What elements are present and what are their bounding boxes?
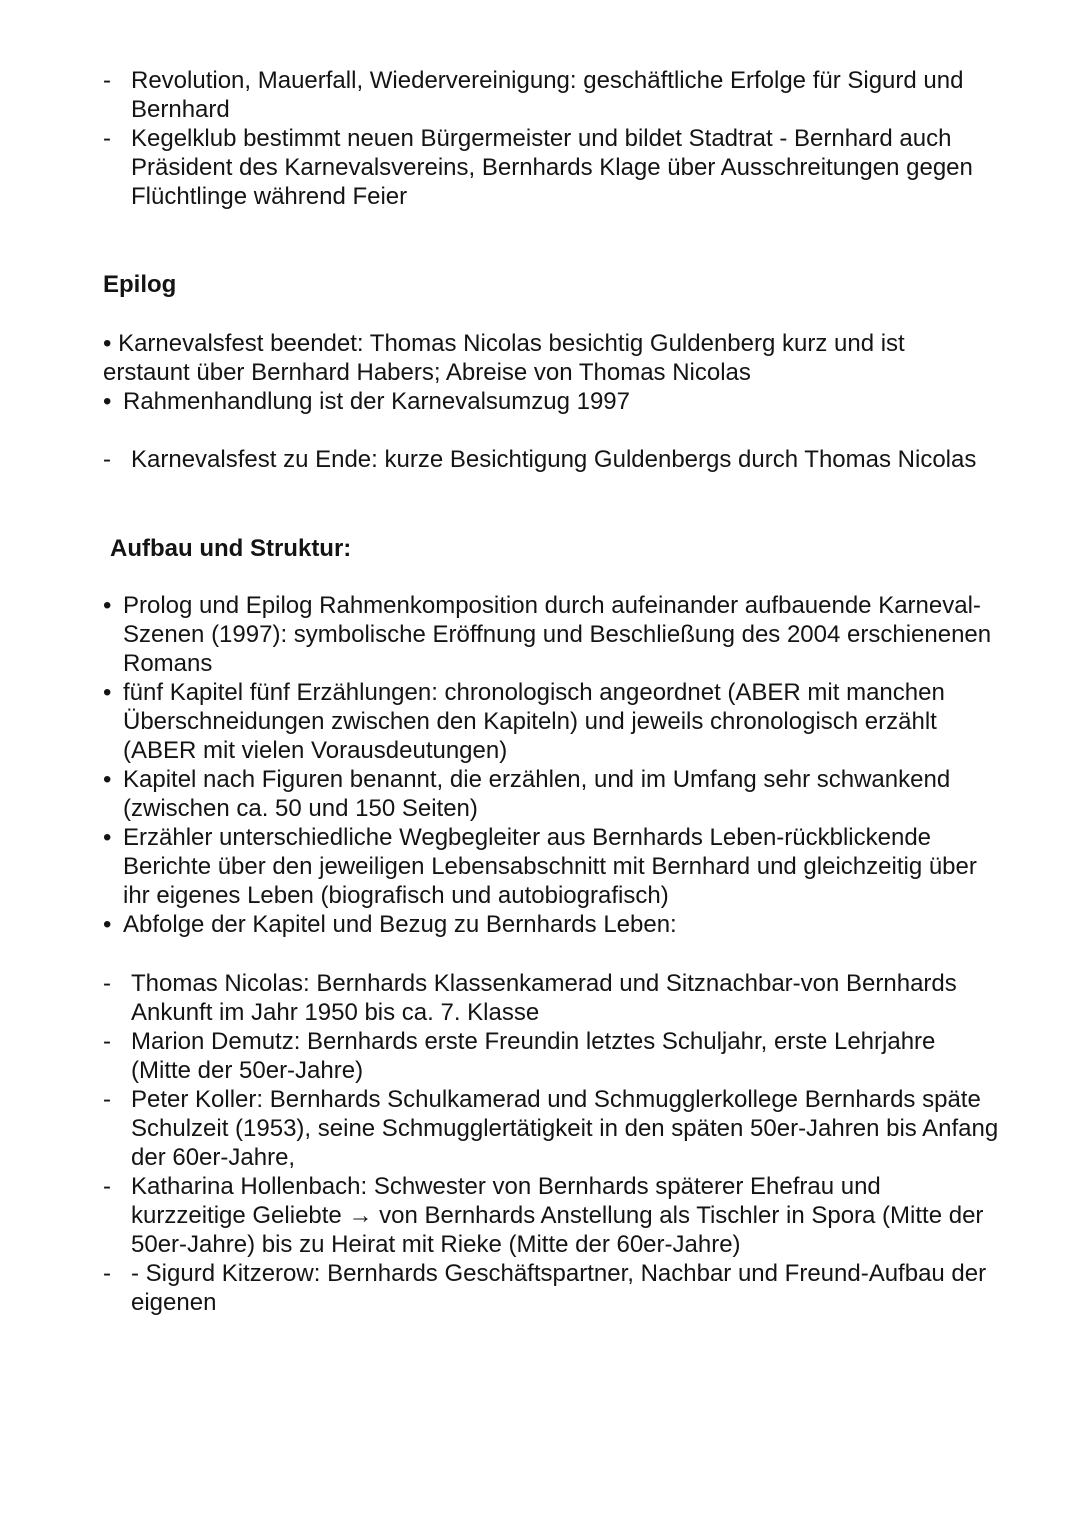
dash-marker: - <box>103 67 111 94</box>
bullet-marker: • <box>103 911 112 938</box>
dash-marker: - <box>103 970 111 997</box>
epilog-intro-text: • Karnevalsfest beendet: Thomas Nicolas besichtig Guldenberg kurz und ist erstaunt über Bernhard Habers; Abreise von Thomas Nicolas <box>103 330 905 386</box>
epilog-dash-list <box>0 445 1080 474</box>
aufbau-heading: Aufbau und Struktur: <box>110 535 352 562</box>
list-item <box>0 910 993 939</box>
bullet-marker: • <box>103 679 112 706</box>
bullet-marker: • <box>103 592 112 619</box>
list-item-text: Peter Koller: Bernhards Schulkamerad und Schmugglerkollege Bernhards späte Schulzeit (1953), seine Schmugglertätigkeit in den späten 50er-Jahren bis Anfang der 60er-Jahre, <box>131 1086 999 1171</box>
list-item-text: Marion Demutz: Bernhards erste Freundin letztes Schuljahr, erste Lehrjahre (Mitte der 50er-Jahre) <box>131 1028 936 1084</box>
list-item-text: Thomas Nicolas: Bernhards Klassenkamerad und Sitznachbar-von Bernhards Ankunft im Jahr 1950 bis ca. 7. Klasse <box>131 970 957 1026</box>
list-item-text: - Sigurd Kitzerow: Bernhards Geschäftspartner, Nachbar und Freund-Aufbau der eigenen <box>131 1260 987 1316</box>
dash-marker: - <box>103 1173 111 1200</box>
list-item-text: Katharina Hollenbach: Schwester von Bernhards späterer Ehefrau und kurzzeitige Geliebte → von Bernhards Anstellung als Tischler in Spora (Mitte der 50er-Jahre) bis zu Heirat mit Rieke (Mitte der 60er-Jahre) <box>131 1173 984 1258</box>
list-item <box>0 1027 1001 1085</box>
epilog-intro <box>0 329 1080 416</box>
list-item <box>0 445 1001 474</box>
epilog-heading: Epilog <box>103 271 177 298</box>
list-item <box>0 66 1001 124</box>
aufbau-bullet-list <box>0 591 1080 939</box>
list-item-text: Erzähler unterschiedliche Wegbegleiter aus Bernhards Leben-rückblickende Berichte über den jeweiligen Lebensabschnitt mit Bernhard und gleichzeitig über ihr eigenes Leben (biografisch und autobiografisch) <box>123 824 977 909</box>
list-item <box>0 765 993 823</box>
list-item <box>0 124 1001 211</box>
list-item <box>0 1259 1001 1317</box>
list-item-text: Prolog und Epilog Rahmenkomposition durch aufeinander aufbauende Karneval-Szenen (1997): symbolische Eröffnung und Beschließung des 2004 erschienenen Romans <box>123 592 992 677</box>
list-item-text: Kapitel nach Figuren benannt, die erzählen, und im Umfang sehr schwankend (zwischen ca. 50 und 150 Seiten) <box>123 766 951 822</box>
bullet-marker: • <box>103 388 112 415</box>
list-item <box>0 1085 1001 1172</box>
list-item <box>0 1172 1001 1259</box>
list-item <box>0 387 993 416</box>
list-item-text: Kegelklub bestimmt neuen Bürgermeister und bildet Stadtrat - Bernhard auch Präsident des Karnevalsvereins, Bernhards Klage über Ausschreitungen gegen Flüchtlinge während Feier <box>131 125 973 210</box>
dash-marker: - <box>103 125 111 152</box>
list-item <box>0 969 1001 1027</box>
list-item-text: Karnevalsfest zu Ende: kurze Besichtigung Guldenbergs durch Thomas Nicolas <box>131 446 977 473</box>
list-item-text: Revolution, Mauerfall, Wiedervereinigung: geschäftliche Erfolge für Sigurd und Bernhard <box>131 67 964 123</box>
list-item <box>0 678 993 765</box>
list-item <box>0 591 993 678</box>
list-item-text: Rahmenhandlung ist der Karnevalsumzug 1997 <box>123 388 630 415</box>
dash-marker: - <box>103 1086 111 1113</box>
list-item-text: Abfolge der Kapitel und Bezug zu Bernhards Leben: <box>123 911 677 938</box>
aufbau-dash-list <box>0 969 1080 1317</box>
bullet-marker: • <box>103 766 112 793</box>
dash-marker: - <box>103 446 111 473</box>
dash-marker: - <box>103 1260 111 1287</box>
bullet-marker: • <box>103 824 112 851</box>
list-item-text: fünf Kapitel fünf Erzählungen: chronologisch angeordnet (ABER mit manchen Überschneidungen zwischen den Kapiteln) und jeweils chronologisch erzählt (ABER mit vielen Vorausdeutungen) <box>123 679 945 764</box>
list-item <box>0 823 993 910</box>
dash-marker: - <box>103 1028 111 1055</box>
top-list <box>0 66 1080 211</box>
